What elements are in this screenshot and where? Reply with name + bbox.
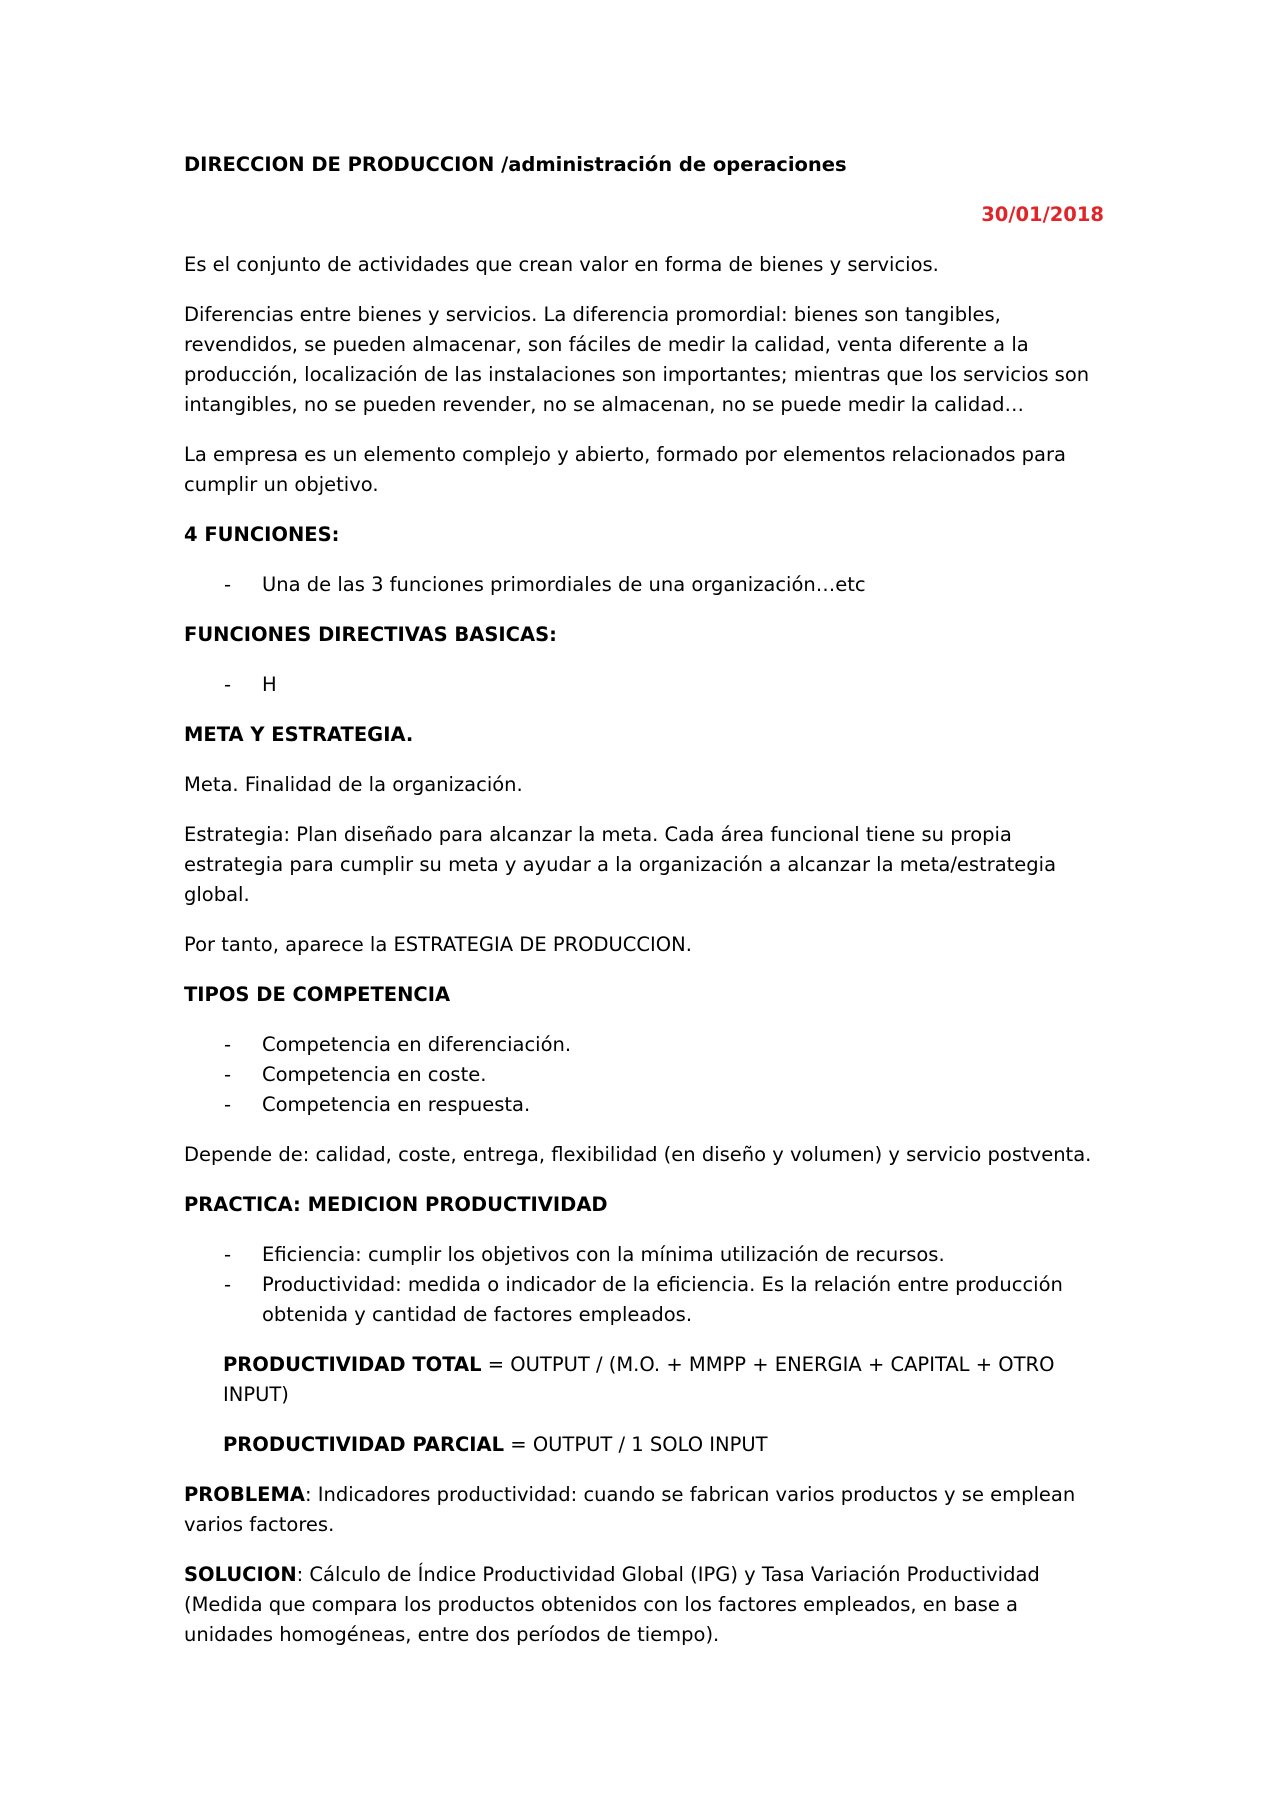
problema-paragraph (184, 1480, 1104, 1540)
partial-productivity-label: PRODUCTIVIDAD PARCIAL (223, 1433, 505, 1456)
total-productivity-label: PRODUCTIVIDAD TOTAL (223, 1353, 482, 1376)
meta-heading: META Y ESTRATEGIA. (184, 723, 414, 746)
document-body (184, 150, 1104, 1670)
list-item (184, 1060, 1104, 1090)
differences-paragraph: Diferencias entre bienes y servicios. La diferencia promordial: bienes son tangibles, revendidos, se pueden almacenar, son fáciles de medir la calidad, venta diferente a la producción, localización de las instalaciones son importantes; mientras que los servicios son intangibles, no se pueden revender, no se almacenan, no se puede medir la calidad… (184, 303, 1090, 416)
dash-bullet: - (224, 1093, 232, 1116)
list-item (184, 1030, 1104, 1060)
directivas-heading: FUNCIONES DIRECTIVAS BASICAS: (184, 623, 557, 646)
funciones-heading: 4 FUNCIONES: (184, 523, 340, 546)
partial-productivity-expression: = OUTPUT / 1 SOLO INPUT (504, 1433, 768, 1456)
dash-bullet: - (224, 1033, 232, 1056)
list-item-text: Productividad: medida o indicador de la eficiencia. Es la relación entre producción obtenida y cantidad de factores empleados. (262, 1273, 1063, 1326)
partial-productivity-formula (223, 1430, 1104, 1460)
list-item (184, 670, 1104, 700)
company-paragraph: La empresa es un elemento complejo y abierto, formado por elementos relacionados para cumplir un objetivo. (184, 443, 1066, 496)
intro-paragraph: Es el conjunto de actividades que crean valor en forma de bienes y servicios. (184, 253, 939, 276)
depends-paragraph: Depende de: calidad, coste, entrega, flexibilidad (en diseño y volumen) y servicio postventa. (184, 1143, 1092, 1166)
total-productivity-formula (223, 1350, 1104, 1410)
solucion-text: : Cálculo de Índice Productividad Global (IPG) y Tasa Variación Productividad (Medida que compara los productos obtenidos con los factores empleados, en base a unidades homogéneas, entre dos períodos de tiempo). (184, 1563, 1040, 1646)
dash-bullet: - (224, 1063, 232, 1086)
problema-text: : Indicadores productividad: cuando se fabrican varios productos y se emplean varios factores. (184, 1483, 1076, 1536)
problema-label: PROBLEMA (184, 1483, 305, 1506)
solucion-paragraph (184, 1560, 1104, 1650)
practica-heading: PRACTICA: MEDICION PRODUCTIVIDAD (184, 1193, 608, 1216)
directivas-list (184, 670, 1104, 700)
therefore-paragraph: Por tanto, aparece la ESTRATEGIA DE PRODUCCION. (184, 933, 692, 956)
list-item (184, 1090, 1104, 1120)
practica-list (184, 1240, 1104, 1330)
document-date: 30/01/2018 (981, 203, 1104, 226)
list-item-text: Competencia en coste. (262, 1063, 487, 1086)
list-item-text: Eficiencia: cumplir los objetivos con la mínima utilización de recursos. (262, 1243, 945, 1266)
list-item (184, 570, 1104, 600)
list-item-text: Competencia en respuesta. (262, 1093, 531, 1116)
competencia-list (184, 1030, 1104, 1120)
funciones-list (184, 570, 1104, 600)
total-productivity-expression: = OUTPUT / (M.O. + MMPP + ENERGIA + CAPITAL + OTRO INPUT) (223, 1353, 1055, 1406)
list-item-text: Una de las 3 funciones primordiales de una organización…etc (262, 573, 866, 596)
dash-bullet: - (224, 673, 232, 696)
list-item (184, 1270, 1104, 1330)
list-item-text: Competencia en diferenciación. (262, 1033, 572, 1056)
dash-bullet: - (224, 1273, 232, 1296)
meta-paragraph: Meta. Finalidad de la organización. (184, 773, 523, 796)
document-title: DIRECCION DE PRODUCCION /administración de operaciones (184, 153, 847, 176)
solucion-label: SOLUCION (184, 1563, 297, 1586)
competencia-heading: TIPOS DE COMPETENCIA (184, 983, 451, 1006)
dash-bullet: - (224, 1243, 232, 1266)
list-item-text: H (262, 673, 277, 696)
list-item (184, 1240, 1104, 1270)
dash-bullet: - (224, 573, 232, 596)
strategy-paragraph: Estrategia: Plan diseñado para alcanzar la meta. Cada área funcional tiene su propia estrategia para cumplir su meta y ayudar a la organización a alcanzar la meta/estrategia global. (184, 823, 1057, 906)
